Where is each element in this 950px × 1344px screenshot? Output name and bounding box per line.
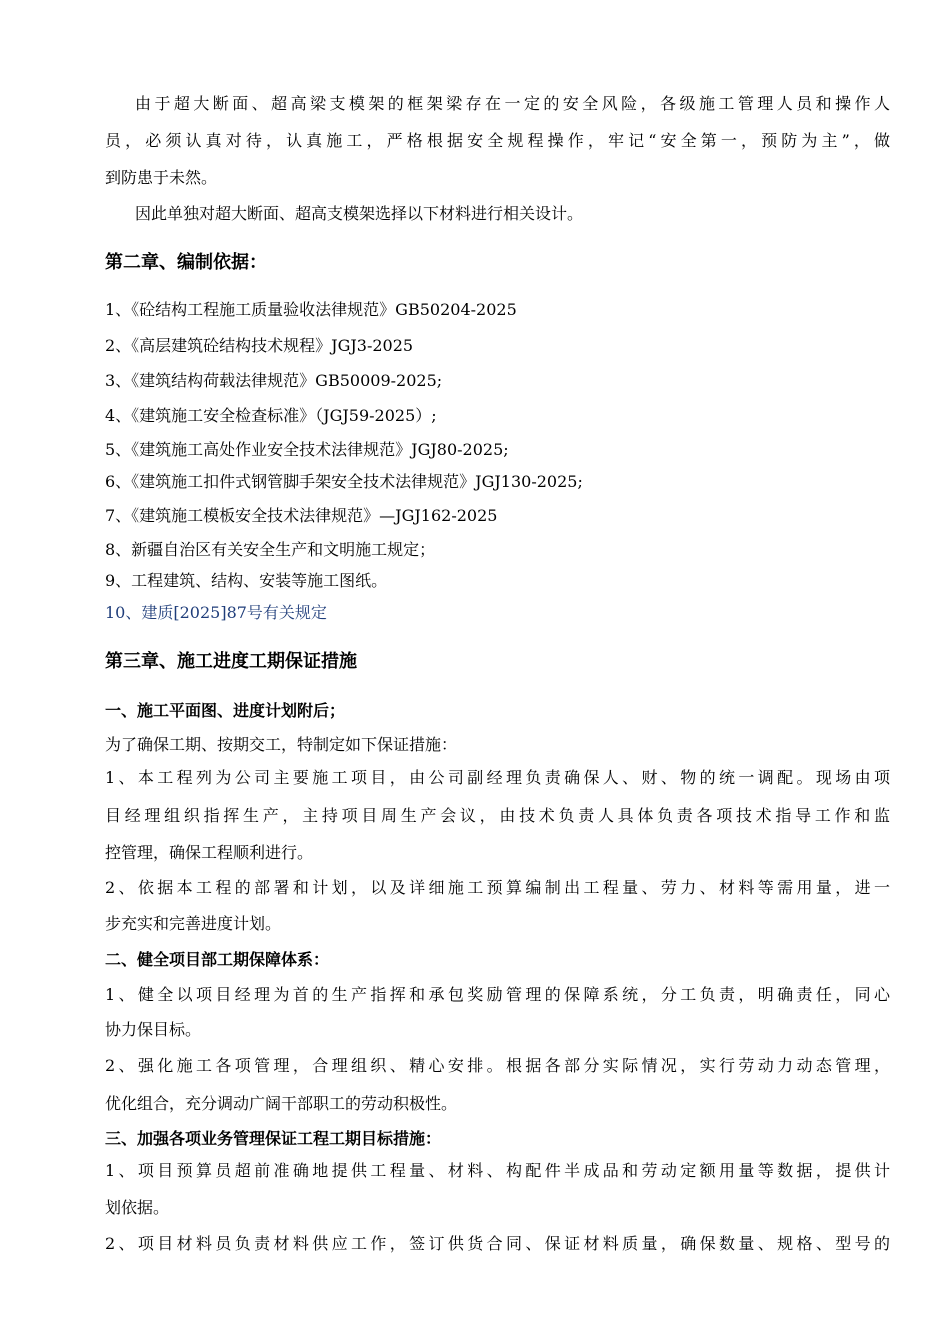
section-1-paragraph-2-line-1: 2、依据本工程的部署和计划，以及详细施工预算编制出工程量、劳力、材料等需用量，进一 — [105, 878, 890, 897]
reference-item: 9、工程建筑、结构、安装等施工图纸。 — [105, 571, 388, 590]
reference-item: 4、《建筑施工安全检查标准》（JGJ59-2025）; — [105, 406, 437, 425]
reference-item: 8、新疆自治区有关安全生产和文明施工规定； — [105, 540, 436, 559]
section-1-paragraph-1-line-1: 1、本工程列为公司主要施工项目，由公司副经理负责确保人、财、物的统一调配。现场由项 — [105, 768, 890, 787]
chapter-2-heading: 第二章、编制依据： — [105, 252, 267, 273]
reference-item: 6、《建筑施工扣件式钢管脚手架安全技术法律规范》JGJ130-2025; — [105, 472, 583, 491]
section-3-heading: 三、加强各项业务管理保证工程工期目标措施： — [105, 1129, 442, 1148]
reference-item: 3、《建筑结构荷载法律规范》GB50009-2025; — [105, 371, 443, 390]
intro-paragraph-1-line-1: 由于超大断面、超高梁支模架的框架梁存在一定的安全风险，各级施工管理人员和操作人 — [135, 94, 890, 113]
intro-paragraph-1-line-3: 到防患于未然。 — [105, 168, 218, 187]
section-1-intro: 为了确保工期、按期交工，特制定如下保证措施： — [105, 735, 458, 754]
reference-item: 1、《砼结构工程施工质量验收法律规范》GB50204-2025 — [105, 300, 517, 319]
intro-paragraph-2: 因此单独对超大断面、超高支模架选择以下材料进行相关设计。 — [135, 204, 584, 223]
section-1-paragraph-2-line-2: 步充实和完善进度计划。 — [105, 914, 282, 933]
section-2-paragraph-2-line-1: 2、强化施工各项管理，合理组织、精心安排。根据各部分实际情况，实行劳动力动态管理， — [105, 1056, 890, 1075]
section-2-heading: 二、健全项目部工期保障体系： — [105, 950, 330, 969]
section-3-paragraph-1-line-1: 1、项目预算员超前准确地提供工程量、材料、构配件半成品和劳动定额用量等数据，提供计 — [105, 1161, 890, 1180]
reference-item: 7、《建筑施工模板安全技术法律规范》—JGJ162-2025 — [105, 506, 498, 525]
reference-item: 5、《建筑施工高处作业安全技术法律规范》JGJ80-2025; — [105, 440, 509, 459]
section-1-heading: 一、施工平面图、进度计划附后； — [105, 701, 346, 720]
reference-item: 10、建质[2025]87号有关规定 — [105, 603, 327, 622]
section-1-paragraph-1-line-3: 控管理，确保工程顺利进行。 — [105, 843, 314, 862]
intro-paragraph-1-line-2: 员，必须认真对待，认真施工，严格根据安全规程操作，牢记“安全第一，预防为主”，做 — [105, 131, 890, 150]
section-1-paragraph-1-line-2: 目经理组织指挥生产，主持项目周生产会议，由技术负责人具体负责各项技术指导工作和监 — [105, 806, 890, 825]
section-2-paragraph-1-line-2: 协力保目标。 — [105, 1020, 202, 1039]
section-2-paragraph-2-line-2: 优化组合，充分调动广阔干部职工的劳动积极性。 — [105, 1094, 458, 1113]
section-3-paragraph-2-line-1: 2、项目材料员负责材料供应工作，签订供货合同、保证材料质量，确保数量、规格、型号的 — [105, 1234, 890, 1253]
section-3-paragraph-1-line-2: 划依据。 — [105, 1198, 170, 1217]
chapter-3-heading: 第三章、施工进度工期保证措施 — [105, 651, 357, 672]
reference-item: 2、《高层建筑砼结构技术规程》JGJ3-2025 — [105, 336, 414, 355]
section-2-paragraph-1-line-1: 1、健全以项目经理为首的生产指挥和承包奖励管理的保障系统，分工负责，明确责任，同心 — [105, 985, 890, 1004]
